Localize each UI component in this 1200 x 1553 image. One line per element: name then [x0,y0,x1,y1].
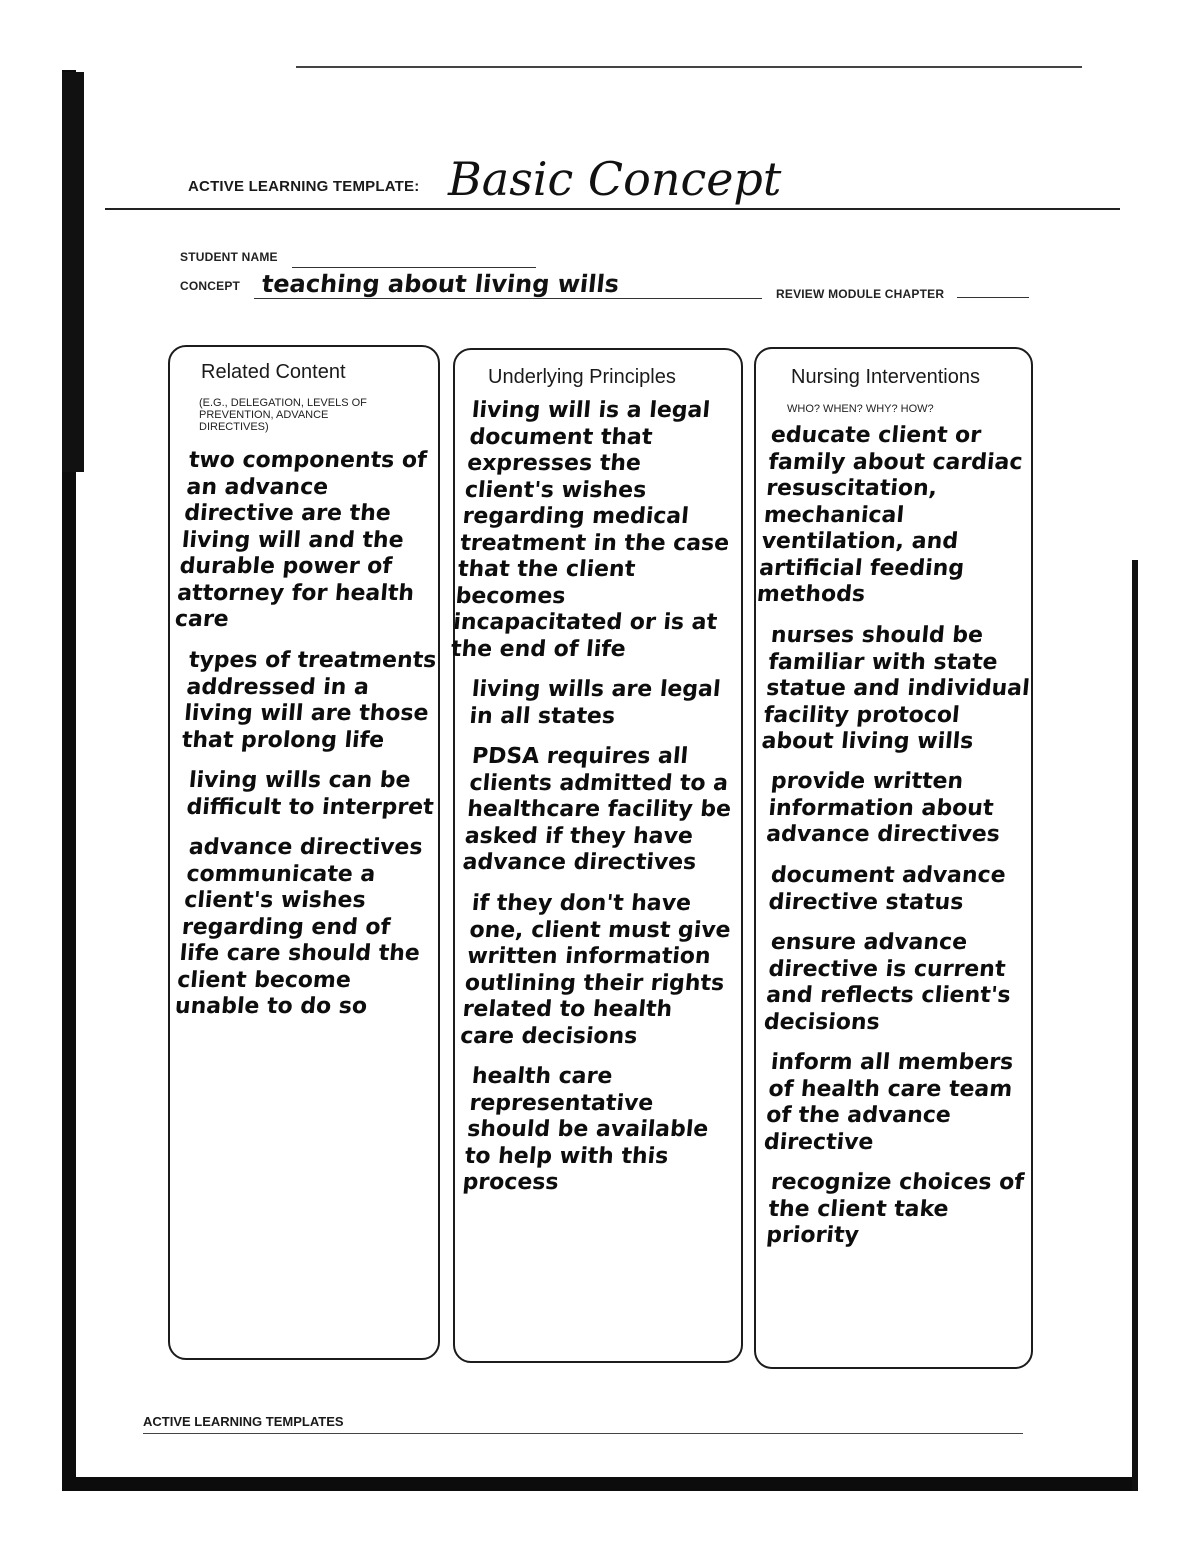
underlying-principles-list [449,398,743,1210]
concept-value[interactable]: teaching about living wills [260,270,621,298]
list-item: PDSA requires all clients admitted to a healthcare facility be asked if they have advance directives [461,744,733,875]
nursing-interventions-heading: Nursing Interventions [791,366,980,388]
list-item: document advance directive status [767,862,1007,914]
list-item: two components of an advance directive are the living will and the durable power of attorney for health care [173,448,428,632]
header-divider [105,208,1120,210]
review-module-label: REVIEW MODULE CHAPTER [776,287,945,301]
page-title: Basic Concept [448,152,782,206]
student-name-label: STUDENT NAME [180,250,278,264]
review-module-field[interactable] [957,297,1029,298]
template-label: ACTIVE LEARNING TEMPLATE: [188,178,420,195]
scan-edge [62,72,84,472]
concept-label: CONCEPT [180,279,241,293]
list-item: if they don't have one, client must give written information outlining their rights related to health care decisions [459,890,732,1048]
scan-line [296,66,1082,68]
scan-edge [1132,560,1138,1491]
related-content-list [173,448,440,1034]
nursing-interventions-list [755,423,1040,1263]
list-item: recognize choices of the client take priority [765,1169,1026,1248]
concept-field-line [254,298,762,299]
list-item: nurses should be familiar with state statue and individual facility protocol about living wills [760,622,1031,754]
related-content-heading: Related Content [201,361,346,383]
list-item: provide written information about advance directives [765,769,1001,847]
footer-label: ACTIVE LEARNING TEMPLATES [143,1414,344,1429]
related-content-subheading: (E.G., DELEGATION, LEVELS OF PREVENTION, ADVANCE DIRECTIVES) [199,397,367,433]
list-item: educate client or family about cardiac resuscitation, mechanical ventilation, and artificial feeding methods [755,423,1024,607]
list-item: living wills are legal in all states [468,677,722,729]
footer-divider [143,1433,1023,1434]
list-item: ensure advance directive is current and reflects client's decisions [762,929,1012,1034]
list-item: inform all members of health care team of the advance directive [762,1049,1015,1154]
list-item: advance directives communicate a client's wishes regarding end of life care should the client become unable to do so [173,834,424,1019]
list-item: living will is a legal document that expresses the client's wishes regarding medical treatment in the case that the client becomes incapacitated or is at the end of life [449,398,731,662]
scan-edge [62,1477,1137,1491]
list-item: types of treatments addressed in a living will are those that prolong life [180,647,438,752]
student-name-field[interactable] [292,267,536,268]
list-item: health care representative should be available to help with this process [461,1063,710,1195]
nursing-interventions-subheading: WHO? WHEN? WHY? HOW? [787,403,934,415]
list-item: living wills can be difficult to interpret [185,767,435,819]
underlying-principles-heading: Underlying Principles [488,366,676,388]
